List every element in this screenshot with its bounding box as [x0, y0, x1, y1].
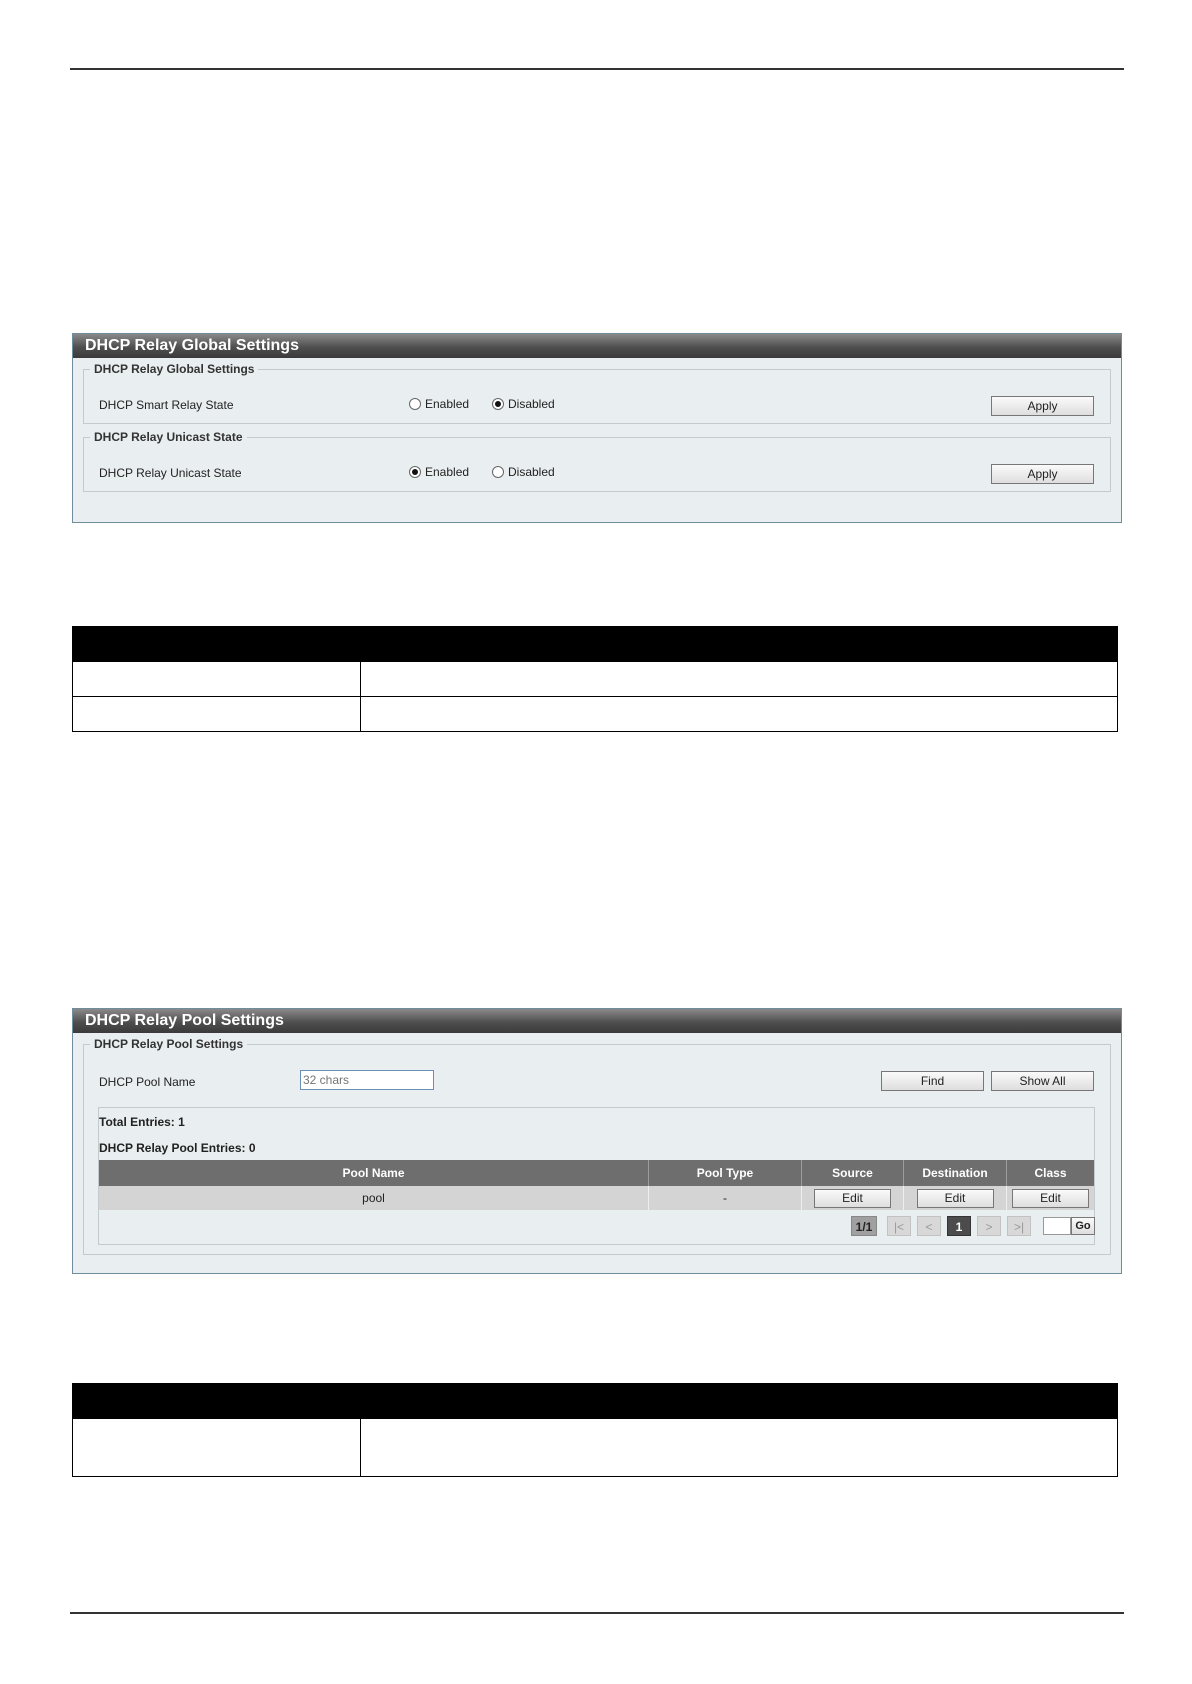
pool-type-cell: -	[649, 1186, 802, 1210]
last-page-button[interactable]: >|	[1007, 1216, 1031, 1236]
source-cell	[802, 1186, 904, 1210]
unicast-state-label: DHCP Relay Unicast State	[99, 466, 242, 480]
column-pool-type: Pool Type	[649, 1160, 802, 1186]
go-button[interactable]: Go	[1071, 1217, 1095, 1235]
group-legend: DHCP Relay Unicast State	[94, 430, 243, 444]
column-pool-name: Pool Name	[99, 1160, 649, 1186]
column-destination: Destination	[904, 1160, 1007, 1186]
total-entries: Total Entries: 1	[99, 1115, 185, 1129]
table-cell	[73, 662, 361, 697]
group-legend: DHCP Relay Global Settings	[94, 362, 255, 376]
table-header	[73, 627, 361, 662]
bottom-rule	[70, 1612, 1124, 1614]
table-row	[99, 1186, 1094, 1210]
smart-relay-disabled-radio[interactable]	[492, 397, 555, 411]
table-cell	[361, 697, 1118, 732]
show-all-button[interactable]: Show All	[991, 1071, 1094, 1091]
pool-settings-group	[83, 1037, 1111, 1255]
radio-label: Enabled	[425, 465, 470, 479]
smart-relay-enabled-radio[interactable]	[409, 397, 469, 411]
top-rule	[70, 68, 1124, 70]
destination-cell	[904, 1186, 1007, 1210]
table-header-row	[99, 1160, 1094, 1186]
unicast-state-group	[83, 430, 1111, 492]
radio-label: Enabled	[425, 397, 470, 411]
pool-name-label: DHCP Pool Name	[99, 1075, 196, 1089]
radio-unchecked-icon	[492, 466, 504, 478]
page-number-input[interactable]	[1043, 1217, 1071, 1235]
page-jump	[1043, 1217, 1095, 1235]
apply-unicast-button[interactable]: Apply	[991, 464, 1094, 484]
pool-settings-panel	[72, 1008, 1122, 1274]
radio-label: Disabled	[508, 465, 555, 479]
pool-name-input[interactable]	[300, 1070, 434, 1090]
table-header	[361, 1384, 1118, 1419]
class-cell	[1007, 1186, 1095, 1210]
smart-relay-group	[83, 362, 1111, 424]
radio-checked-icon	[492, 398, 504, 410]
column-class: Class	[1007, 1160, 1095, 1186]
table-cell	[73, 1419, 361, 1477]
apply-smart-relay-button[interactable]: Apply	[991, 396, 1094, 416]
pool-name-cell: pool	[99, 1186, 649, 1210]
radio-label: Disabled	[508, 397, 555, 411]
table-cell	[361, 662, 1118, 697]
table-header	[73, 1384, 361, 1419]
table-cell	[361, 1419, 1118, 1477]
radio-unchecked-icon	[409, 398, 421, 410]
column-source: Source	[802, 1160, 904, 1186]
panel-title: DHCP Relay Pool Settings	[73, 1009, 1121, 1033]
radio-checked-icon	[409, 466, 421, 478]
page-count: 1/1	[851, 1216, 877, 1236]
smart-relay-label: DHCP Smart Relay State	[99, 398, 234, 412]
unicast-disabled-radio[interactable]	[492, 465, 555, 479]
global-settings-panel	[72, 333, 1122, 523]
edit-source-button[interactable]: Edit	[814, 1189, 891, 1208]
unicast-enabled-radio[interactable]	[409, 465, 469, 479]
next-page-button[interactable]: >	[977, 1216, 1001, 1236]
current-page[interactable]: 1	[947, 1216, 971, 1236]
edit-destination-button[interactable]: Edit	[917, 1189, 994, 1208]
first-page-button[interactable]: |<	[887, 1216, 911, 1236]
pagination	[851, 1216, 1095, 1236]
panel-title: DHCP Relay Global Settings	[73, 334, 1121, 358]
parameter-table-global	[72, 626, 1118, 732]
pool-table	[99, 1160, 1094, 1210]
find-button[interactable]: Find	[881, 1071, 984, 1091]
prev-page-button[interactable]: <	[917, 1216, 941, 1236]
parameter-table-pool	[72, 1383, 1118, 1477]
edit-class-button[interactable]: Edit	[1012, 1189, 1089, 1208]
group-legend: DHCP Relay Pool Settings	[94, 1037, 244, 1051]
pool-entries-count: DHCP Relay Pool Entries: 0	[99, 1141, 256, 1155]
table-cell	[73, 697, 361, 732]
pool-results-box	[98, 1107, 1095, 1245]
table-header	[361, 627, 1118, 662]
